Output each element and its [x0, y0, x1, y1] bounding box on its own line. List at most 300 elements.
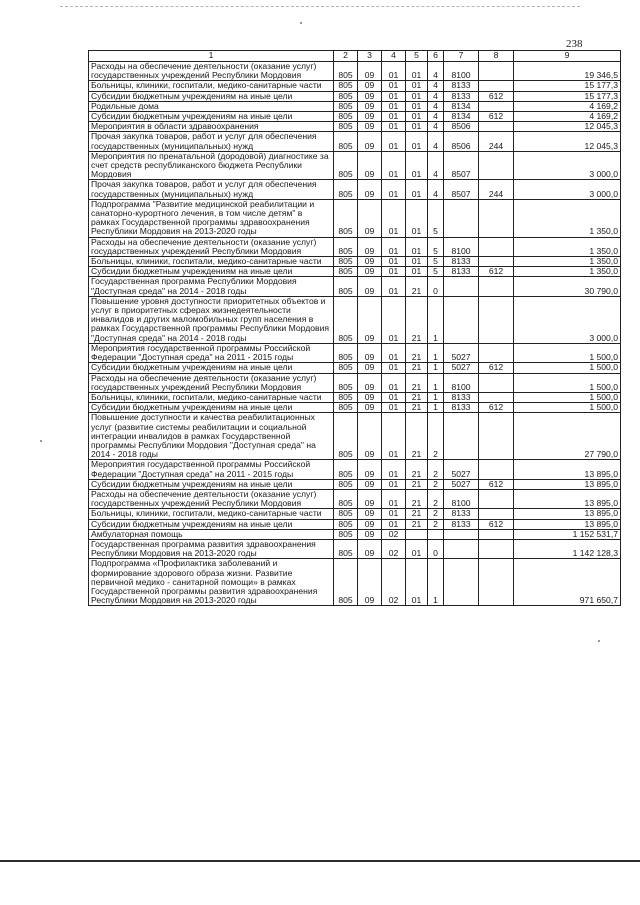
- table-row: [89, 343, 621, 362]
- cell-ministry: 805: [334, 373, 358, 392]
- cell-expense-type: [479, 237, 514, 256]
- cell-subprogram: 2: [428, 489, 444, 508]
- cell-target: 8133: [444, 509, 479, 519]
- cell-amount: 13 895,0: [514, 509, 621, 519]
- cell-expense-type: [479, 343, 514, 362]
- cell-target: [444, 199, 479, 237]
- cell-subprogram: 5: [428, 199, 444, 237]
- cell-program: 21: [406, 519, 428, 529]
- cell-expense-type: 612: [479, 267, 514, 277]
- cell-program: 01: [406, 62, 428, 81]
- budget-table: [88, 50, 621, 606]
- cell-subsection: 02: [382, 529, 406, 539]
- cell-program: 01: [406, 122, 428, 132]
- cell-subsection: 01: [382, 479, 406, 489]
- cell-program: 01: [406, 539, 428, 558]
- row-name: Больницы, клиники, госпитали, медико-санитарные части: [89, 392, 334, 402]
- table-row: [89, 81, 621, 91]
- cell-subsection: 01: [382, 343, 406, 362]
- cell-subprogram: 1: [428, 392, 444, 402]
- cell-ministry: 805: [334, 112, 358, 122]
- row-name: Субсидии бюджетным учреждениям на иные цели: [89, 403, 334, 413]
- cell-subprogram: 1: [428, 296, 444, 343]
- table-row: [89, 559, 621, 606]
- cell-subprogram: 2: [428, 460, 444, 479]
- cell-target: 5027: [444, 343, 479, 362]
- cell-program: 01: [406, 112, 428, 122]
- cell-subsection: 01: [382, 296, 406, 343]
- cell-amount: 1 500,0: [514, 363, 621, 373]
- cell-ministry: 805: [334, 257, 358, 267]
- cell-subsection: 01: [382, 489, 406, 508]
- cell-expense-type: 244: [479, 180, 514, 199]
- cell-amount: 1 500,0: [514, 343, 621, 362]
- column-number-row: [89, 51, 621, 62]
- table-row: [89, 132, 621, 151]
- table-row: [89, 122, 621, 132]
- cell-subprogram: 5: [428, 257, 444, 267]
- cell-target: 8133: [444, 267, 479, 277]
- table-row: [89, 62, 621, 81]
- cell-subprogram: 4: [428, 151, 444, 180]
- cell-subprogram: 1: [428, 373, 444, 392]
- cell-program: 21: [406, 392, 428, 402]
- row-name: Расходы на обеспечение деятельности (оказание услуг) государственных учреждений Республики Мордовия: [89, 237, 334, 256]
- cell-expense-type: [479, 559, 514, 606]
- cell-amount: 1 350,0: [514, 237, 621, 256]
- cell-ministry: 805: [334, 363, 358, 373]
- cell-target: 8133: [444, 91, 479, 101]
- column-header-7: 7: [444, 51, 479, 62]
- cell-subprogram: 5: [428, 267, 444, 277]
- cell-target: 8133: [444, 257, 479, 267]
- cell-amount: 3 000,0: [514, 180, 621, 199]
- cell-subsection: 01: [382, 267, 406, 277]
- row-name: Мероприятия в области здравоохранения: [89, 122, 334, 132]
- row-name: Повышение доступности и качества реабилитационных услуг (развитие системы реабилитации и социальной интеграции инвалидов в рамках Государственной программы Республики Мордовия "Доступная среда" на 2014 - 2018 годы: [89, 413, 334, 460]
- cell-section: 09: [358, 373, 382, 392]
- cell-ministry: 805: [334, 199, 358, 237]
- cell-subsection: 01: [382, 460, 406, 479]
- cell-section: 09: [358, 122, 382, 132]
- row-name: Прочая закупка товаров, работ и услуг для обеспечения государственных (муниципальных) нужд: [89, 180, 334, 199]
- cell-program: 01: [406, 559, 428, 606]
- cell-subprogram: 4: [428, 91, 444, 101]
- cell-expense-type: [479, 529, 514, 539]
- cell-section: 09: [358, 296, 382, 343]
- cell-expense-type: 612: [479, 91, 514, 101]
- cell-target: 5027: [444, 363, 479, 373]
- cell-expense-type: [479, 151, 514, 180]
- column-header-5: 5: [406, 51, 428, 62]
- cell-target: 8506: [444, 122, 479, 132]
- cell-ministry: 805: [334, 479, 358, 489]
- cell-amount: 19 346,5: [514, 62, 621, 81]
- cell-subsection: 01: [382, 363, 406, 373]
- cell-ministry: 805: [334, 392, 358, 402]
- cell-expense-type: [479, 509, 514, 519]
- cell-subsection: 01: [382, 237, 406, 256]
- table-row: [89, 460, 621, 479]
- cell-ministry: 805: [334, 151, 358, 180]
- table-row: [89, 112, 621, 122]
- cell-ministry: 805: [334, 277, 358, 296]
- cell-subprogram: 1: [428, 343, 444, 362]
- cell-ministry: 805: [334, 509, 358, 519]
- cell-program: 21: [406, 277, 428, 296]
- table-row: [89, 479, 621, 489]
- cell-subsection: 01: [382, 257, 406, 267]
- cell-subprogram: 2: [428, 509, 444, 519]
- cell-subsection: 01: [382, 122, 406, 132]
- row-name: Мероприятия государственной программы Российской Федерации "Доступная среда" на 2011 - 2015 годы: [89, 460, 334, 479]
- cell-expense-type: 244: [479, 132, 514, 151]
- cell-section: 09: [358, 559, 382, 606]
- cell-subprogram: 4: [428, 122, 444, 132]
- cell-target: 8507: [444, 151, 479, 180]
- cell-subsection: 01: [382, 101, 406, 111]
- cell-section: 09: [358, 91, 382, 101]
- cell-expense-type: 612: [479, 112, 514, 122]
- cell-target: 8506: [444, 132, 479, 151]
- row-name: Амбулаторная помощь: [89, 529, 334, 539]
- row-name: Субсидии бюджетным учреждениям на иные цели: [89, 267, 334, 277]
- cell-target: [444, 559, 479, 606]
- cell-ministry: 805: [334, 237, 358, 256]
- cell-program: 01: [406, 237, 428, 256]
- table-row: [89, 403, 621, 413]
- cell-program: 21: [406, 296, 428, 343]
- cell-ministry: 805: [334, 81, 358, 91]
- table-row: [89, 296, 621, 343]
- cell-expense-type: 612: [479, 519, 514, 529]
- cell-subsection: 01: [382, 81, 406, 91]
- cell-expense-type: [479, 62, 514, 81]
- cell-target: 8134: [444, 112, 479, 122]
- table-row: [89, 257, 621, 267]
- cell-section: 09: [358, 529, 382, 539]
- cell-program: 21: [406, 460, 428, 479]
- column-header-2: 2: [334, 51, 358, 62]
- table-row: [89, 91, 621, 101]
- cell-subsection: 01: [382, 62, 406, 81]
- cell-amount: 12 045,3: [514, 122, 621, 132]
- column-header-1: 1: [89, 51, 334, 62]
- cell-program: 21: [406, 343, 428, 362]
- cell-subprogram: 4: [428, 81, 444, 91]
- cell-ministry: 805: [334, 62, 358, 81]
- cell-section: 09: [358, 62, 382, 81]
- cell-section: 09: [358, 403, 382, 413]
- cell-subsection: 01: [382, 91, 406, 101]
- cell-program: 01: [406, 180, 428, 199]
- cell-program: 01: [406, 132, 428, 151]
- cell-expense-type: [479, 413, 514, 460]
- cell-subsection: 02: [382, 539, 406, 558]
- cell-ministry: 805: [334, 460, 358, 479]
- cell-subsection: 01: [382, 151, 406, 180]
- cell-section: 09: [358, 519, 382, 529]
- table-row: [89, 529, 621, 539]
- row-name: Государственная программа Республики Мордовия "Доступная среда" на 2014 - 2018 годы: [89, 277, 334, 296]
- cell-expense-type: [479, 489, 514, 508]
- cell-subprogram: 2: [428, 413, 444, 460]
- cell-amount: 3 000,0: [514, 151, 621, 180]
- table-row: [89, 509, 621, 519]
- cell-program: 21: [406, 479, 428, 489]
- cell-target: 8100: [444, 62, 479, 81]
- column-header-6: 6: [428, 51, 444, 62]
- cell-expense-type: 612: [479, 403, 514, 413]
- cell-ministry: 805: [334, 101, 358, 111]
- cell-section: 09: [358, 489, 382, 508]
- cell-amount: 15 177,3: [514, 91, 621, 101]
- cell-subsection: 01: [382, 509, 406, 519]
- table-row: [89, 199, 621, 237]
- cell-ministry: 805: [334, 343, 358, 362]
- row-name: Повышение уровня доступности приоритетных объектов и услуг в приоритетных сферах жизнедеятельности инвалидов и других маломобильных групп населения в рамках Государственной программы Республики Мордовия "Доступная среда" на 2014 - 2018 годы: [89, 296, 334, 343]
- cell-subprogram: 4: [428, 101, 444, 111]
- cell-section: 09: [358, 363, 382, 373]
- cell-subsection: 01: [382, 180, 406, 199]
- cell-subsection: 02: [382, 559, 406, 606]
- cell-subsection: 01: [382, 112, 406, 122]
- row-name: Субсидии бюджетным учреждениям на иные цели: [89, 363, 334, 373]
- scan-bottom-line: [0, 860, 640, 862]
- cell-section: 09: [358, 277, 382, 296]
- cell-expense-type: [479, 373, 514, 392]
- cell-subprogram: 2: [428, 519, 444, 529]
- cell-program: 01: [406, 199, 428, 237]
- cell-program: 01: [406, 151, 428, 180]
- cell-target: [444, 277, 479, 296]
- cell-ministry: 805: [334, 403, 358, 413]
- table-row: [89, 363, 621, 373]
- cell-ministry: 805: [334, 519, 358, 529]
- cell-subsection: 01: [382, 392, 406, 402]
- column-header-3: 3: [358, 51, 382, 62]
- table-row: [89, 101, 621, 111]
- cell-subsection: 01: [382, 373, 406, 392]
- cell-subprogram: 5: [428, 237, 444, 256]
- cell-ministry: 805: [334, 132, 358, 151]
- cell-ministry: 805: [334, 489, 358, 508]
- cell-section: 09: [358, 343, 382, 362]
- row-name: Мероприятия государственной программы Российской Федерации "Доступная среда" на 2011 - 2015 годы: [89, 343, 334, 362]
- cell-subprogram: [428, 529, 444, 539]
- scan-top-line: [60, 6, 580, 7]
- cell-expense-type: [479, 460, 514, 479]
- cell-target: [444, 539, 479, 558]
- cell-section: 09: [358, 199, 382, 237]
- cell-amount: 13 895,0: [514, 479, 621, 489]
- cell-expense-type: [479, 257, 514, 267]
- cell-subsection: 01: [382, 413, 406, 460]
- cell-section: 09: [358, 151, 382, 180]
- cell-amount: 4 169,2: [514, 101, 621, 111]
- cell-expense-type: 612: [479, 479, 514, 489]
- cell-expense-type: [479, 81, 514, 91]
- cell-section: 09: [358, 267, 382, 277]
- row-name: Расходы на обеспечение деятельности (оказание услуг) государственных учреждений Республики Мордовия: [89, 62, 334, 81]
- table-row: [89, 237, 621, 256]
- cell-target: [444, 529, 479, 539]
- cell-expense-type: 612: [479, 363, 514, 373]
- cell-program: 21: [406, 509, 428, 519]
- cell-amount: 1 500,0: [514, 392, 621, 402]
- cell-program: 01: [406, 101, 428, 111]
- cell-amount: 15 177,3: [514, 81, 621, 91]
- cell-section: 09: [358, 112, 382, 122]
- cell-amount: 13 895,0: [514, 489, 621, 508]
- cell-subprogram: 1: [428, 559, 444, 606]
- table-row: [89, 267, 621, 277]
- column-header-9: 9: [514, 51, 621, 62]
- cell-subprogram: 4: [428, 112, 444, 122]
- cell-target: 8133: [444, 81, 479, 91]
- cell-subprogram: 1: [428, 403, 444, 413]
- cell-section: 09: [358, 101, 382, 111]
- cell-section: 09: [358, 180, 382, 199]
- scan-speck: [40, 440, 42, 442]
- row-name: Расходы на обеспечение деятельности (оказание услуг) государственных учреждений Республики Мордовия: [89, 489, 334, 508]
- cell-program: 21: [406, 489, 428, 508]
- cell-ministry: 805: [334, 91, 358, 101]
- table-row: [89, 151, 621, 180]
- table-row: [89, 373, 621, 392]
- cell-amount: 30 790,0: [514, 277, 621, 296]
- cell-program: 01: [406, 81, 428, 91]
- cell-target: 8134: [444, 101, 479, 111]
- cell-target: 8100: [444, 489, 479, 508]
- table-row: [89, 413, 621, 460]
- cell-amount: 1 350,0: [514, 199, 621, 237]
- cell-amount: 1 350,0: [514, 257, 621, 267]
- cell-program: 21: [406, 363, 428, 373]
- scan-speck: [598, 640, 600, 642]
- cell-section: 09: [358, 132, 382, 151]
- cell-amount: 3 000,0: [514, 296, 621, 343]
- cell-expense-type: [479, 392, 514, 402]
- cell-target: 8133: [444, 403, 479, 413]
- cell-section: 09: [358, 460, 382, 479]
- row-name: Прочая закупка товаров, работ и услуг для обеспечения государственных (муниципальных) нужд: [89, 132, 334, 151]
- cell-section: 09: [358, 479, 382, 489]
- page-number: 238: [566, 38, 583, 50]
- cell-target: 8100: [444, 237, 479, 256]
- table-row: [89, 489, 621, 508]
- cell-subprogram: 2: [428, 479, 444, 489]
- cell-expense-type: [479, 277, 514, 296]
- cell-program: 21: [406, 403, 428, 413]
- row-name: Больницы, клиники, госпитали, медико-санитарные части: [89, 257, 334, 267]
- cell-subprogram: 4: [428, 180, 444, 199]
- cell-amount: 971 650,7: [514, 559, 621, 606]
- cell-amount: 13 895,0: [514, 519, 621, 529]
- cell-target: 5027: [444, 460, 479, 479]
- row-name: Субсидии бюджетным учреждениям на иные цели: [89, 112, 334, 122]
- cell-section: 09: [358, 539, 382, 558]
- cell-ministry: 805: [334, 122, 358, 132]
- cell-target: 8133: [444, 519, 479, 529]
- cell-section: 09: [358, 257, 382, 267]
- cell-target: 8133: [444, 392, 479, 402]
- cell-section: 09: [358, 509, 382, 519]
- cell-ministry: 805: [334, 529, 358, 539]
- row-name: Больницы, клиники, госпитали, медико-санитарные части: [89, 509, 334, 519]
- table-row: [89, 539, 621, 558]
- cell-ministry: 805: [334, 180, 358, 199]
- column-header-8: 8: [479, 51, 514, 62]
- cell-expense-type: [479, 101, 514, 111]
- cell-ministry: 805: [334, 559, 358, 606]
- cell-target: [444, 413, 479, 460]
- row-name: Субсидии бюджетным учреждениям на иные цели: [89, 91, 334, 101]
- row-name: Мероприятия по пренатальной (дородовой) диагностике за счет средств республиканского бюджета Республики Мордовия: [89, 151, 334, 180]
- cell-ministry: 805: [334, 296, 358, 343]
- cell-subsection: 01: [382, 132, 406, 151]
- cell-program: 21: [406, 413, 428, 460]
- cell-amount: 27 790,0: [514, 413, 621, 460]
- cell-subsection: 01: [382, 277, 406, 296]
- table-body: [89, 62, 621, 606]
- cell-amount: 1 152 531,7: [514, 529, 621, 539]
- cell-subsection: 01: [382, 519, 406, 529]
- cell-expense-type: [479, 539, 514, 558]
- cell-subprogram: 4: [428, 132, 444, 151]
- row-name: Субсидии бюджетным учреждениям на иные цели: [89, 519, 334, 529]
- cell-expense-type: [479, 122, 514, 132]
- cell-target: 8507: [444, 180, 479, 199]
- column-header-4: 4: [382, 51, 406, 62]
- cell-amount: 4 169,2: [514, 112, 621, 122]
- cell-ministry: 805: [334, 539, 358, 558]
- cell-subprogram: 0: [428, 539, 444, 558]
- cell-amount: 1 500,0: [514, 373, 621, 392]
- row-name: Расходы на обеспечение деятельности (оказание услуг) государственных учреждений Республики Мордовия: [89, 373, 334, 392]
- row-name: Подпрограмма "Развитие медицинской реабилитации и санаторно-курортного лечения, в том числе детям" в рамках Государственной программы здравоохранения Республики Мордовия на 2013-2020 годы: [89, 199, 334, 237]
- table-row: [89, 277, 621, 296]
- cell-section: 09: [358, 237, 382, 256]
- table-row: [89, 519, 621, 529]
- cell-section: 09: [358, 392, 382, 402]
- cell-program: 01: [406, 257, 428, 267]
- cell-program: 01: [406, 267, 428, 277]
- cell-target: 5027: [444, 479, 479, 489]
- cell-section: 09: [358, 81, 382, 91]
- cell-program: 01: [406, 91, 428, 101]
- cell-amount: 1 350,0: [514, 267, 621, 277]
- cell-subsection: 01: [382, 403, 406, 413]
- cell-program: 21: [406, 373, 428, 392]
- cell-amount: 1 500,0: [514, 403, 621, 413]
- cell-amount: 12 045,3: [514, 132, 621, 151]
- scan-speck: [300, 22, 302, 24]
- cell-section: 09: [358, 413, 382, 460]
- cell-ministry: 805: [334, 267, 358, 277]
- row-name: Подпрограмма «Профилактика заболеваний и формирование здорового образа жизни. Развитие первичной медико - санитарной помощи» в рамках Государственной программы развития здравоохранения Республики Мордовия на 2013-2020 годы: [89, 559, 334, 606]
- cell-target: 8100: [444, 373, 479, 392]
- cell-expense-type: [479, 199, 514, 237]
- table-row: [89, 392, 621, 402]
- cell-target: [444, 296, 479, 343]
- cell-program: [406, 529, 428, 539]
- row-name: Больницы, клиники, госпитали, медико-санитарные части: [89, 81, 334, 91]
- cell-expense-type: [479, 296, 514, 343]
- row-name: Родильные дома: [89, 101, 334, 111]
- cell-subprogram: 1: [428, 363, 444, 373]
- table-row: [89, 180, 621, 199]
